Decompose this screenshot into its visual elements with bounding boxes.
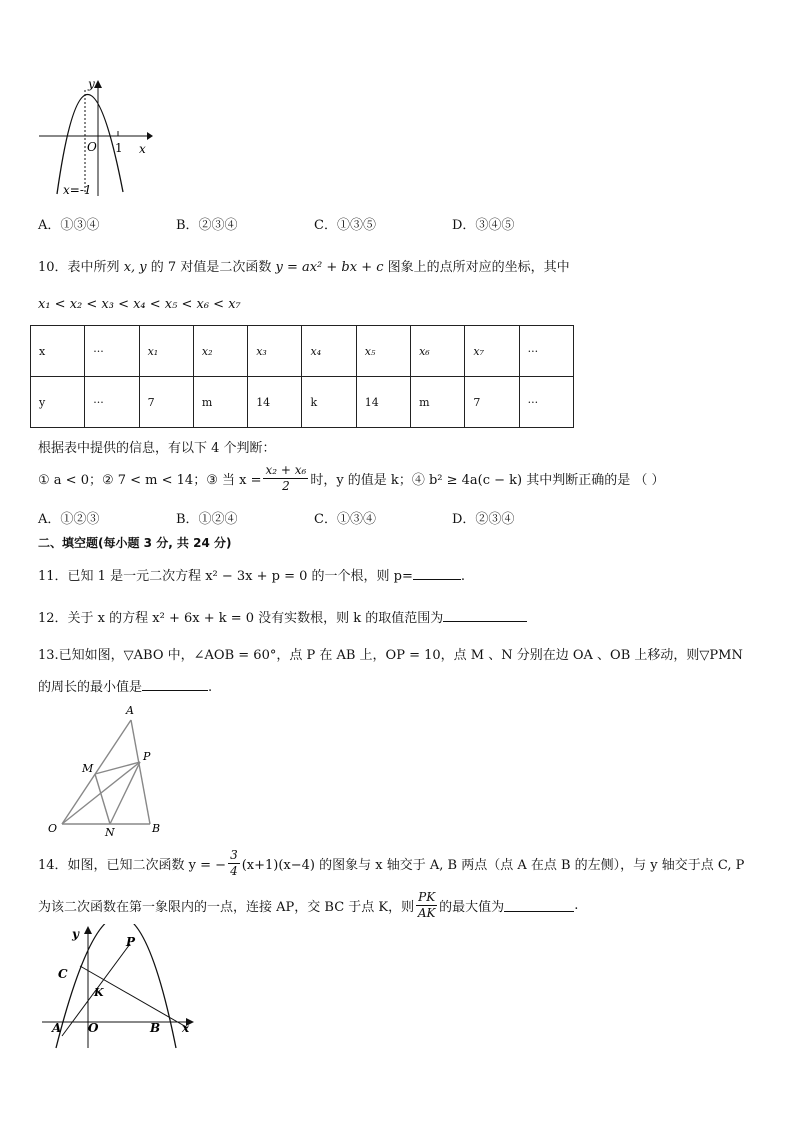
table-cell: ··· <box>519 377 573 428</box>
table-cell: m <box>411 377 465 428</box>
table-cell: x₆ <box>411 326 465 377</box>
q14-line2 <box>38 888 578 922</box>
table-cell: 7 <box>465 377 519 428</box>
table-cell: k <box>302 377 356 428</box>
table-cell: ··· <box>519 326 573 377</box>
q10-vars: x, y <box>123 260 147 275</box>
q13-end: . <box>208 680 213 695</box>
q10-frac-num: x₂ + x₆ <box>265 462 307 477</box>
q14-label-y: y <box>72 927 79 941</box>
q9-option-c: C．①③⑤ <box>314 218 376 233</box>
q14-label-a: A <box>52 1021 62 1035</box>
table-cell: x₁ <box>139 326 193 377</box>
q14-line2-b: 的最大值为 <box>439 899 505 915</box>
q10-value-table <box>30 325 574 428</box>
q10-fraction <box>263 463 308 494</box>
q13-label-o: O <box>48 822 58 835</box>
q13-label-m: M <box>82 762 94 775</box>
q14-line1 <box>38 846 744 880</box>
q11-answer-blank[interactable] <box>413 567 461 580</box>
q13-label-a: A <box>126 704 134 717</box>
q9-origin-label: O <box>87 140 97 154</box>
q9-y-label: y <box>88 77 95 91</box>
q13-answer-blank[interactable] <box>142 678 208 691</box>
q9-axis-label: x=-1 <box>63 183 92 197</box>
table-cell: 14 <box>356 377 410 428</box>
q13-label-n: N <box>105 826 115 839</box>
q14-label-p: P <box>126 935 136 949</box>
q14-label-x: x <box>182 1021 190 1035</box>
q14-label-o: O <box>88 1021 99 1035</box>
q12-text: 12．关于 x 的方程 x² + 6x + k = 0 没有实数根，则 k 的取值范围为 <box>38 611 444 626</box>
q10-option-a: A．①②③ <box>38 512 100 527</box>
q10-stem <box>38 256 570 275</box>
q14-label-k: K <box>94 986 104 999</box>
table-cell: ··· <box>85 326 139 377</box>
q11-end: . <box>460 569 466 584</box>
q14-frac2-num: PK <box>418 889 436 904</box>
table-cell: ··· <box>85 377 139 428</box>
q9-option-b: B．②③④ <box>176 218 238 233</box>
section-heading: 二、填空题(每小题 3 分, 共 24 分) <box>38 536 232 550</box>
q9-option-d: D．③④⑤ <box>452 218 515 233</box>
table-cell: 14 <box>248 377 302 428</box>
table-cell: m <box>193 377 247 428</box>
q13-label-b: B <box>152 822 161 835</box>
table-cell: x₇ <box>465 326 519 377</box>
q12-answer-blank[interactable] <box>443 609 527 622</box>
q10-func: y = ax² + bx + c <box>275 260 384 275</box>
q10-stem-part2: 的 7 对值是二次函数 <box>150 260 272 275</box>
q10-info: 根据表中提供的信息，有以下 4 个判断： <box>38 441 276 456</box>
q9-option-a: A．①③④ <box>38 218 100 233</box>
q13-line2-text: 的周长的最小值是 <box>38 680 143 695</box>
q10-option-c: C．①③④ <box>314 512 376 527</box>
q10-stem-part3: 图象上的点所对应的坐标，其中 <box>387 260 570 275</box>
q10-judgements <box>38 462 665 494</box>
q9-parabola-figure <box>35 76 155 198</box>
q14-fraction-coef <box>228 848 240 879</box>
q9-one-label: 1 <box>115 141 123 155</box>
q14-line2-a: 为该二次函数在第一象限内的一点，连接 AP，交 BC 于点 K，则 <box>38 899 415 915</box>
table-cell: x₂ <box>193 326 247 377</box>
q11 <box>38 565 465 584</box>
q10-order: x₁ < x₂ < x₃ < x₄ < x₅ < x₆ < x₇ <box>38 297 241 312</box>
q10-option-b: B．①②④ <box>176 512 238 527</box>
q12 <box>38 607 527 626</box>
table-cell: 7 <box>139 377 193 428</box>
q14-line1-b: (x+1)(x−4) 的图象与 x 轴交于 A, B 两点（点 A 在点 B 的左侧），与 y 轴交于点 C, P <box>241 857 745 873</box>
table-row <box>31 377 574 428</box>
q9-x-label: x <box>139 142 146 156</box>
q14-label-b: B <box>150 1021 161 1035</box>
q14-parabola-figure <box>38 924 200 1050</box>
table-cell: x₃ <box>248 326 302 377</box>
q14-fraction-ratio <box>416 890 437 921</box>
q13-triangle-figure <box>44 700 174 840</box>
q14-line1-a: 14．如图，已知二次函数 y = − <box>38 857 227 873</box>
q14-frac-num: 3 <box>230 847 238 862</box>
table-cell: x₅ <box>356 326 410 377</box>
q11-text: 11．已知 1 是一元二次方程 x² − 3x + p = 0 的一个根，则 p= <box>38 569 413 584</box>
table-cell: x <box>31 326 85 377</box>
q10-option-d: D．②③④ <box>452 512 515 527</box>
table-row <box>31 326 574 377</box>
q13-line1: 13.已知如图，▽ABO 中，∠AOB = 60°，点 P 在 AB 上，OP = 10，点 M 、N 分别在边 OA 、OB 上移动，则▽PMN <box>38 648 743 663</box>
q10-stem-part1: 10．表中所列 <box>38 260 120 275</box>
q10-judge-part2: 时，y 的值是 k；④ b² ≥ 4a(c − k) 其中判断正确的是 （ ） <box>310 472 665 488</box>
table-cell: x₄ <box>302 326 356 377</box>
q14-frac-den: 4 <box>230 863 238 878</box>
q14-end: . <box>574 897 579 913</box>
table-cell: y <box>31 377 85 428</box>
q14-label-c: C <box>58 967 68 981</box>
q13-label-p: P <box>143 750 151 763</box>
q14-frac2-den: AK <box>417 905 436 920</box>
q10-frac-den: 2 <box>282 478 290 493</box>
q10-judge-part1: ① a < 0；② 7 < m < 14；③ 当 x = <box>38 472 262 488</box>
q14-answer-blank[interactable] <box>504 899 574 912</box>
q13-line2 <box>38 676 212 695</box>
